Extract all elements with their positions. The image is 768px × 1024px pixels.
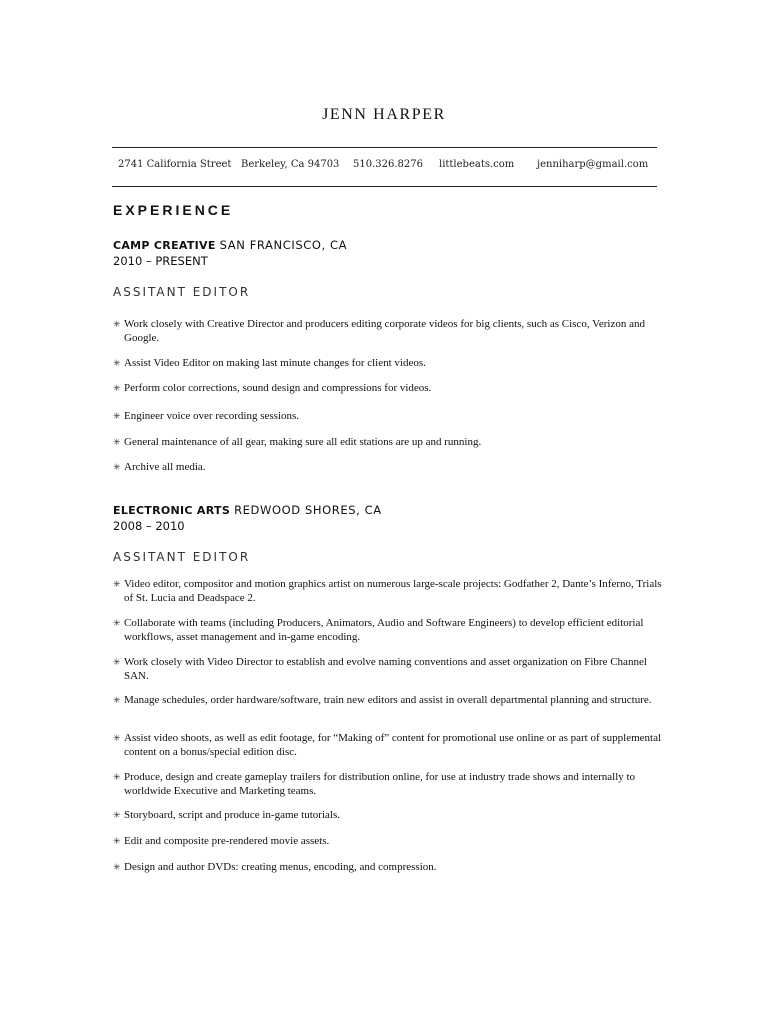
list-item [113,410,673,424]
asterisk-bullet-icon: ✳ [113,836,121,846]
list-item [113,771,673,798]
contact-bar [112,159,657,175]
bullet-text: Video editor, compositor and motion graphics artist on numerous large-scale projects: Godfather 2, Dante’s Inferno, Trials of St. Lucia and Deadspace 2. [124,578,662,604]
list-item [113,809,673,823]
contact-website: littlebeats.com [439,159,515,170]
asterisk-bullet-icon: ✳ [113,411,121,421]
list-item [113,318,673,345]
bullet-text: Assist Video Editor on making last minute changes for client videos. [124,357,426,369]
list-item [113,578,673,605]
job-role: ASSITANT EDITOR [113,285,251,299]
asterisk-bullet-icon: ✳ [113,733,121,743]
list-item [113,694,673,708]
asterisk-bullet-icon: ✳ [113,695,121,705]
job-company: ELECTRONIC ARTS [113,504,231,517]
job-header [113,503,382,517]
job-location: REDWOOD SHORES, CA [234,503,382,517]
asterisk-bullet-icon: ✳ [113,383,121,393]
list-item [113,357,673,371]
asterisk-bullet-icon: ✳ [113,437,121,447]
contact-email: jenniharp@gmail.com [537,159,649,170]
resume-name: JENN HARPER [322,106,446,123]
asterisk-bullet-icon: ✳ [113,618,121,628]
asterisk-bullet-icon: ✳ [113,772,121,782]
list-item [113,617,673,644]
asterisk-bullet-icon: ✳ [113,319,121,329]
bullet-text: Manage schedules, order hardware/software, train new editors and assist in overall departmental planning and structure. [124,694,652,706]
top-divider [112,147,657,148]
bullet-text: Archive all media. [124,461,206,473]
asterisk-bullet-icon: ✳ [113,657,121,667]
list-item [113,861,673,875]
asterisk-bullet-icon: ✳ [113,862,121,872]
bullet-text: Work closely with Video Director to establish and evolve naming conventions and asset organization on Fibre Channel SAN. [124,656,647,682]
section-title-experience: EXPERIENCE [113,202,234,218]
bullet-text: Work closely with Creative Director and producers editing corporate videos for big clients, such as Cisco, Verizon and Google. [124,318,645,344]
bullet-text: General maintenance of all gear, making sure all edit stations are up and running. [124,436,482,448]
list-item [113,461,673,475]
job-role: ASSITANT EDITOR [113,550,251,564]
list-item [113,382,673,396]
list-item [113,656,673,683]
asterisk-bullet-icon: ✳ [113,462,121,472]
job-company: CAMP CREATIVE [113,239,216,252]
asterisk-bullet-icon: ✳ [113,579,121,589]
bullet-text: Design and author DVDs: creating menus, encoding, and compression. [124,861,437,873]
list-item [113,436,673,450]
job-years: 2008 – 2010 [113,519,185,533]
bullet-text: Collaborate with teams (including Producers, Animators, Audio and Software Engineers) to develop efficient editorial workflows, asset management and in-game encoding. [124,617,644,643]
bullet-text: Perform color corrections, sound design and compressions for videos. [124,382,432,394]
bullet-text: Assist video shoots, as well as edit footage, for “Making of” content for promotional use online or as part of supplemental content on a bonus/special edition disc. [124,732,662,758]
bottom-divider [112,186,657,187]
bullet-text: Engineer voice over recording sessions. [124,410,300,422]
list-item [113,835,673,849]
contact-city: Berkeley, Ca 94703 [241,159,340,170]
job-years: 2010 – PRESENT [113,254,208,268]
bullet-text: Storyboard, script and produce in-game tutorials. [124,809,340,821]
bullet-text: Edit and composite pre-rendered movie assets. [124,835,330,847]
asterisk-bullet-icon: ✳ [113,358,121,368]
asterisk-bullet-icon: ✳ [113,810,121,820]
contact-address: 2741 California Street [118,159,232,170]
job-location: SAN FRANCISCO, CA [219,238,348,252]
bullet-text: Produce, design and create gameplay trailers for distribution online, for use at industry trade shows and internally to worldwide Executive and Marketing teams. [124,771,636,797]
contact-phone: 510.326.8276 [353,159,423,170]
list-item [113,732,673,759]
job-header [113,238,347,252]
